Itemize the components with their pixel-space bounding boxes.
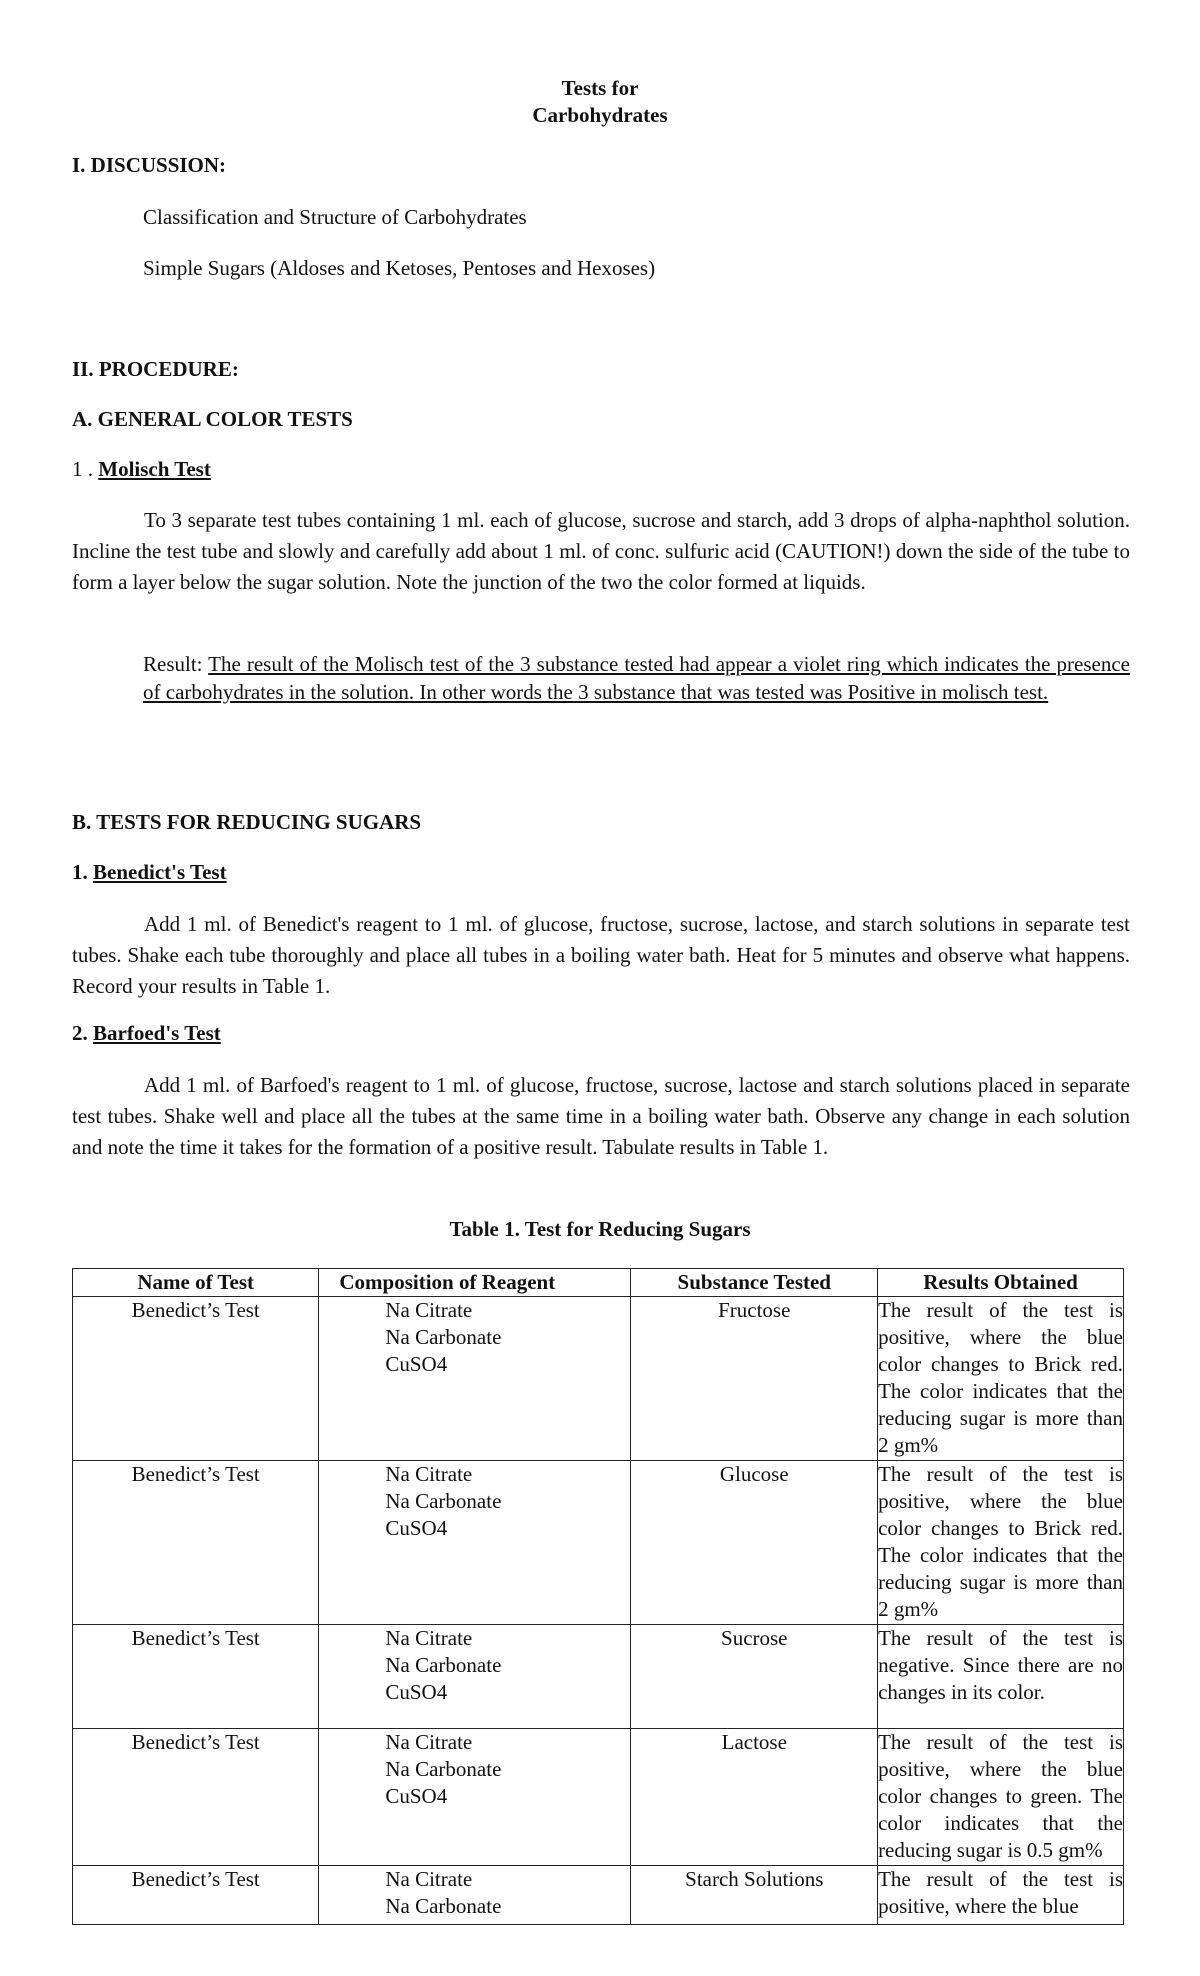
table-caption: Table 1. Test for Reducing Sugars [449,1217,751,1241]
discussion-heading: I. DISCUSSION: [72,153,227,177]
header-substance: Substance Tested [631,1269,878,1297]
reagent-1: Na Citrate [385,1730,473,1754]
molisch-paragraph [72,505,1130,598]
cell-result: The result of the test is positive, where the blue color changes to green. The color indicates that the reducing sugar is 0.5 gm% [878,1729,1124,1866]
benedict-number: 1. [72,860,93,884]
section-a-heading: A. GENERAL COLOR TESTS [72,407,353,431]
benedict-heading [72,860,227,885]
cell-test-name: Benedict’s Test [73,1625,319,1729]
table-row [73,1461,1124,1625]
barfoed-heading [72,1021,221,1046]
discussion-item-1: Classification and Structure of Carbohydrates [143,205,527,229]
cell-result [878,1866,1124,1925]
barfoed-number: 2. [72,1021,93,1045]
header-results: Results Obtained [878,1269,1124,1297]
reagent-2: Na Carbonate [385,1653,502,1677]
molisch-title: Molisch Test [98,457,211,481]
benedict-text: Add 1 ml. of Benedict's reagent to 1 ml. of glucose, fructose, sucrose, lactose, and starch solutions in separate test tubes. Shake each tube thoroughly and place all tubes in a boiling water bath. Heat for 5 minutes and observe what happens. Record your results in Table 1. [72,912,1130,998]
cell-substance: Sucrose [631,1625,878,1729]
cell-test-name: Benedict’s Test [73,1461,319,1625]
cell-test-name: Benedict’s Test [73,1729,319,1866]
discussion-item-2: Simple Sugars (Aldoses and Ketoses, Pentoses and Hexoses) [143,256,656,280]
molisch-number: 1 . [72,457,99,481]
barfoed-title: Barfoed's Test [93,1021,221,1045]
molisch-result-label: Result: [143,652,209,676]
header-composition: Composition of Reagent [319,1269,631,1297]
reagent-2: Na Carbonate [385,1489,502,1513]
document-title-line2: Carbohydrates [532,103,668,127]
cell-result-text: The result of the test is positive, where the blue [878,1867,1123,1918]
cell-substance: Starch Solutions [631,1866,878,1925]
barfoed-paragraph [72,1070,1130,1163]
section-b-heading: B. TESTS FOR REDUCING SUGARS [72,810,422,834]
cell-result: The result of the test is positive, where the blue color changes to Brick red. The color indicates that the reducing sugar is more than 2 gm% [878,1461,1124,1625]
cell-composition [319,1625,631,1729]
reagent-3: CuSO4 [385,1680,448,1704]
cell-composition [319,1461,631,1625]
barfoed-text: Add 1 ml. of Barfoed's reagent to 1 ml. of glucose, fructose, sucrose, lactose and starch solutions placed in separate test tubes. Shake well and place all the tubes at the same time in a boiling water bath. Observe any change in each solution and note the time it takes for the formation of a positive result. Tabulate results in Table 1. [72,1073,1130,1159]
cell-test-name: Benedict’s Test [73,1866,319,1925]
molisch-text: To 3 separate test tubes containing 1 ml. each of glucose, sucrose and starch, add 3 drops of alpha-naphthol solution. Incline the test tube and slowly and carefully add about 1 ml. of conc. sulfuric acid (CAUTION!) down the side of the tube to form a layer below the sugar solution. Note the junction of the two the color formed at liquids. [72,508,1130,594]
cell-substance: Glucose [631,1461,878,1625]
reagent-1: Na Citrate [385,1626,473,1650]
molisch-result-text: The result of the Molisch test of the 3 substance tested had appear a violet ring which indicates the presence of carbohydrates in the solution. In other words the 3 substance that was tested was Positive in molisch test. [143,652,1130,704]
cell-substance: Fructose [631,1297,878,1461]
benedict-paragraph [72,909,1130,1002]
table-row [73,1297,1124,1461]
cell-composition [319,1297,631,1461]
molisch-result [143,650,1130,706]
cell-result: The result of the test is positive, where the blue color changes to Brick red. The color indicates that the reducing sugar is more than 2 gm% [878,1297,1124,1461]
cell-test-name: Benedict’s Test [73,1297,319,1461]
reagent-3: CuSO4 [385,1516,448,1540]
reagent-2: Na Carbonate [385,1894,502,1918]
table-row [73,1729,1124,1866]
reagent-1: Na Citrate [385,1867,473,1891]
cell-result: The result of the test is negative. Since there are no changes in its color. [878,1625,1124,1729]
reagent-3: CuSO4 [385,1784,448,1808]
molisch-heading [72,457,211,482]
cell-composition [319,1866,631,1925]
benedict-title: Benedict's Test [93,860,227,884]
cell-composition [319,1729,631,1866]
cell-substance: Lactose [631,1729,878,1866]
reagent-2: Na Carbonate [385,1757,502,1781]
document-title-line1: Tests for [561,76,639,100]
reagent-1: Na Citrate [385,1298,473,1322]
procedure-heading: II. PROCEDURE: [72,357,239,381]
table-row [73,1625,1124,1729]
reagent-3: CuSO4 [385,1352,448,1376]
reagent-2: Na Carbonate [385,1325,502,1349]
reagent-1: Na Citrate [385,1462,473,1486]
header-name-of-test: Name of Test [73,1269,319,1297]
reducing-sugars-table [72,1268,1124,1925]
table-row [73,1866,1124,1925]
